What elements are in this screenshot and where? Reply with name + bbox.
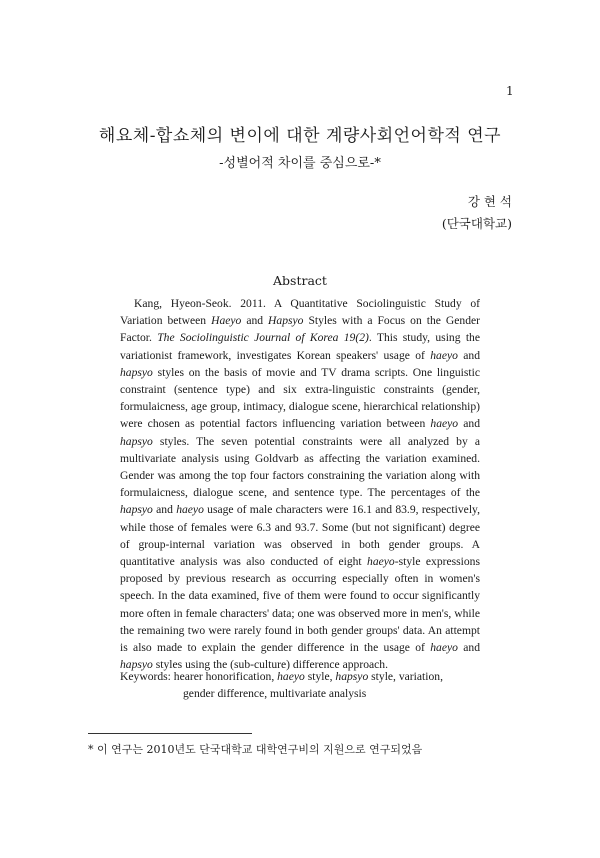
author-affiliation: (단국대학교) bbox=[441, 216, 512, 231]
keywords: Keywords: hearer honorification, haeyo style, hapsyo style, variation, gender difference, multivariate analysis bbox=[120, 670, 443, 701]
abstract-heading: Abstract bbox=[273, 273, 327, 288]
keywords-label: Keywords: bbox=[120, 670, 174, 683]
paper-subtitle: -성별어적 차이를 중심으로-* bbox=[219, 156, 381, 171]
paper-title: 해요체-합쇼체의 변이에 대한 계량사회언어학적 연구 bbox=[98, 126, 502, 146]
footnote-rule bbox=[88, 733, 252, 734]
journal-name: The Sociolinguistic Journal of Korea 19(2) bbox=[157, 331, 369, 345]
footnote: * 이 연구는 2010년도 단국대학교 대학연구비의 지원으로 연구되었음 bbox=[88, 743, 423, 756]
abstract-body: Kang, Hyeon-Seok. 2011. A Quantitative Sociolinguistic Study of Variation between Haeyo and Hapsyo Styles with a Focus on the Gender Factor. The Sociolinguistic Journal of Korea 19(2). This study, using the variationist framework, investigates Korean speakers' usage of haeyo and hapsyo styles on the basis of movie and TV drama scripts. One linguistic constraint (sentence type) and six extra-linguistic constraints (gender, formulaicness, age group, intimacy, dialogue scene, hierarchical relationship) were chosen as potential factors influencing variation between haeyo and hapsyo styles. The seven potential constraints were all analyzed by a multivariate analysis using Goldvarb as affecting the variation examined. Gender was among the top four factors constraining the variation along with formulaicness, dialogue scene, and sentence type. The percentages of the hapsyo and haeyo usage of male characters were 16.1 and 83.9, respectively, while those of females were 6.3 and 93.7. Some (but not significant) degree of group-internal variation was observed in both gender groups. A quantitative analysis was also conducted of eight haeyo-style expressions proposed by previous research as occurring especially often in women's speech. In the data examined, five of them were found to occur significantly more often in female characters' data; one was observed more in men's, while the remaining two were rarely found in both gender groups' data. An attempt is also made to explain the gender difference in the usage of haeyo and hapsyo styles using the (sub-culture) difference approach. bbox=[120, 297, 481, 672]
author-name: 강 현 석 bbox=[467, 194, 512, 209]
page-number: 1 bbox=[506, 84, 514, 98]
